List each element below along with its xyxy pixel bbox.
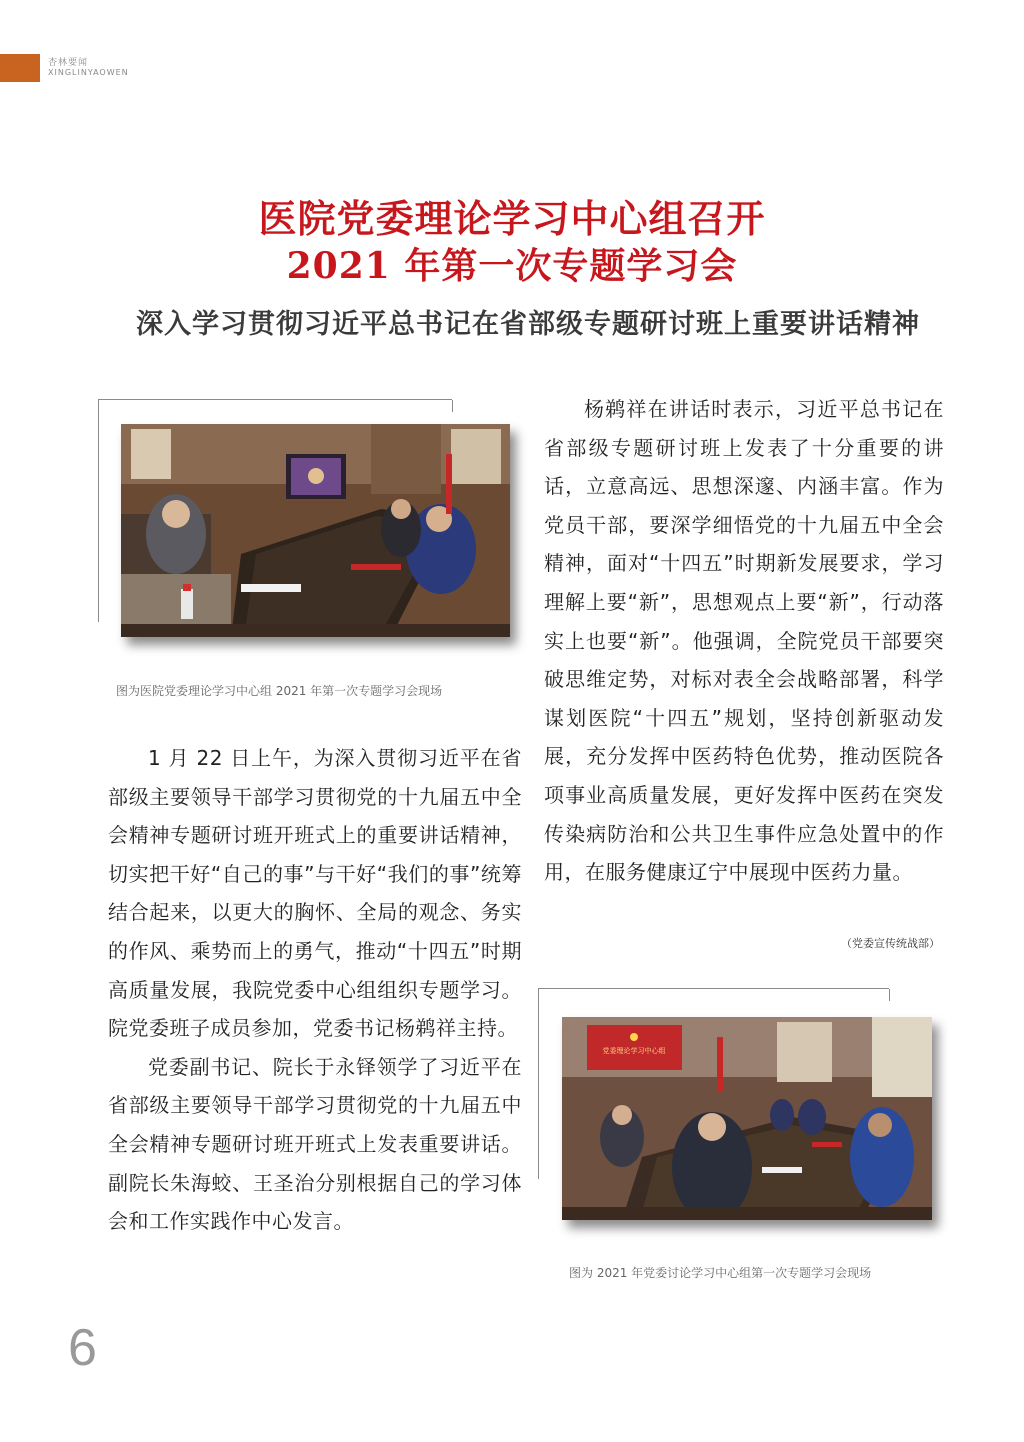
photo-caption-2: 图为 2021 年党委讨论学习中心组第一次专题学习会现场 bbox=[569, 1266, 872, 1280]
article-title-line1: 医院党委理论学习中心组召开 bbox=[258, 196, 766, 241]
paragraph-1: 1 月 22 日上午，为深入贯彻习近平在省部级主要领导干部学习贯彻党的十九届五中全会精神专题研讨班开班式上的重要讲话精神，切实把干好“自己的事”与干好“我们的事”统筹结合起来，以更大的胸怀、全局的观念、务实的作风、乘势而上的勇气，推动“十四五”时期高质量发展，我院党委中心组组织专题学习。院党委班子成员参加，党委书记杨鹈祥主持。 bbox=[108, 746, 522, 1041]
section-name-pinyin: XINGLINYAOWEN bbox=[48, 68, 129, 77]
page-number: 6 bbox=[68, 1319, 97, 1377]
article-signature: （党委宣传统战部） bbox=[841, 937, 940, 950]
section-name: 杏林要闻 bbox=[48, 58, 89, 68]
article-right-column bbox=[544, 390, 944, 892]
meeting-photo-1 bbox=[121, 424, 510, 637]
meeting-photo-2 bbox=[562, 1017, 932, 1220]
photo-caption-1: 图为医院党委理论学习中心组 2021 年第一次专题学习会现场 bbox=[116, 684, 443, 698]
paragraph-3: 杨鹈祥在讲话时表示，习近平总书记在省部级专题研讨班上发表了十分重要的讲话，立意高远、思想深邃、内涵丰富。作为党员干部，要深学细悟党的十九届五中全会精神，面对“十四五”时期新发展要求，学习理解上要“新”，思想观点上要“新”，行动落实上也要“新”。他强调，全院党员干部要突破思维定势，对标对表全会战略部署，科学谋划医院“十四五”规划，坚持创新驱动发展，充分发挥中医药特色优势，推动医院各项事业高质量发展，更好发挥中医药在突发传染病防治和公共卫生事件应急处置中的作用，在服务健康辽宁中展现中医药力量。 bbox=[544, 397, 944, 885]
article-left-column bbox=[108, 739, 522, 1241]
article-title-line2: 2021 年第一次专题学习会 bbox=[286, 245, 738, 287]
paragraph-2: 党委副书记、院长于永铎领学了习近平在省部级主要领导干部学习贯彻党的十九届五中全会精神专题研讨班开班式上发表重要讲话。副院长朱海蛟、王圣治分别根据自己的学习体会和工作实践作中心发言。 bbox=[108, 1054, 522, 1234]
section-color-bar bbox=[0, 54, 40, 82]
article-subtitle: 深入学习贯彻习近平总书记在省部级专题研讨班上重要讲话精神 bbox=[136, 309, 920, 340]
screen-banner-text: 党委理论学习中心组 bbox=[602, 1047, 666, 1055]
